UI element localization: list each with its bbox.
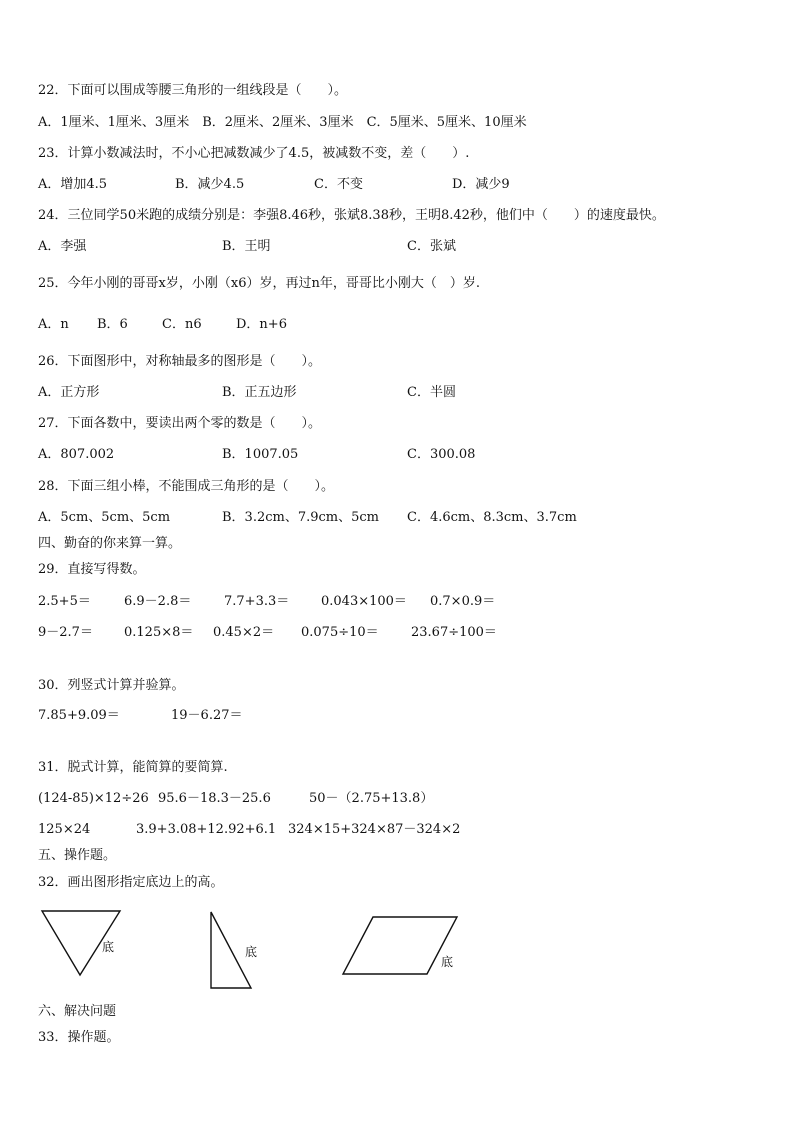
- option-c: C．半圆: [407, 385, 456, 400]
- expression: 95.6－18.3－25.6: [158, 791, 271, 806]
- question-23: 23．计算小数减法时，不小心把减数减少了4.5，被减数不变，差（ ）.: [38, 146, 470, 161]
- expression: 7.85+9.09＝: [38, 708, 120, 723]
- expression: 19－6.27＝: [171, 708, 243, 723]
- option-c: C．4.6cm、8.3cm、3.7cm: [407, 510, 577, 525]
- option-a: A．增加4.5: [38, 177, 108, 192]
- section-6-heading: 六、解决问题: [38, 1004, 117, 1019]
- question-29: 29．直接写得数。: [38, 562, 146, 577]
- expression: 324×15+324×87－324×2: [288, 822, 461, 837]
- base-label: 底: [441, 955, 454, 969]
- expression: 3.9+3.08+12.92+6.1: [136, 822, 277, 837]
- expression: 6.9－2.8＝: [124, 594, 192, 609]
- section-4-heading: 四、勤奋的你来算一算。: [38, 536, 182, 551]
- question-33: 33．操作题。: [38, 1030, 120, 1045]
- expression: 23.67÷100＝: [411, 625, 497, 640]
- option-a: A．n: [38, 317, 69, 332]
- question-26: 26．下面图形中，对称轴最多的图形是（ ）。: [38, 354, 322, 369]
- expression: 2.5+5＝: [38, 594, 91, 609]
- option-b: B．减少4.5: [175, 177, 245, 192]
- question-22-options: A．1厘米、1厘米、3厘米 B．2厘米、2厘米、3厘米 C．5厘米、5厘米、10厘米: [38, 115, 527, 130]
- expression: 9－2.7＝: [38, 625, 93, 640]
- option-a: A．正方形: [38, 385, 100, 400]
- base-label: 底: [102, 940, 115, 954]
- option-c: C．不变: [314, 177, 363, 192]
- option-c: C．张斌: [407, 239, 456, 254]
- expression: 0.075÷10＝: [301, 625, 379, 640]
- question-27: 27．下面各数中，要读出两个零的数是（ ）。: [38, 416, 322, 431]
- right-triangle-figure: [205, 908, 275, 992]
- expression: 7.7+3.3＝: [224, 594, 290, 609]
- option-b: B．王明: [222, 239, 271, 254]
- question-22: 22．下面可以围成等腰三角形的一组线段是（ ）。: [38, 83, 348, 98]
- base-label: 底: [245, 945, 258, 959]
- question-28: 28．下面三组小棒，不能围成三角形的是（ ）。: [38, 479, 335, 494]
- option-c: C．n6: [162, 317, 202, 332]
- option-b: B．1007.05: [222, 447, 299, 462]
- option-b: B．6: [97, 317, 128, 332]
- question-24: 24．三位同学50米跑的成绩分别是：李强8.46秒，张斌8.38秒，王明8.42秒，他们中（ ）的速度最快。: [38, 208, 665, 223]
- expression: 0.45×2＝: [213, 625, 275, 640]
- expression: (124-85)×12÷26: [38, 791, 149, 806]
- question-32: 32．画出图形指定底边上的高。: [38, 875, 224, 890]
- option-b: B．3.2cm、7.9cm、5cm: [222, 510, 379, 525]
- question-25: 25．今年小刚的哥哥x岁，小刚（x6）岁，再过n年，哥哥比小刚大（ ）岁.: [38, 276, 480, 291]
- expression: 0.7×0.9＝: [430, 594, 496, 609]
- option-b: B．正五边形: [222, 385, 297, 400]
- expression: 0.125×8＝: [124, 625, 194, 640]
- option-d: D．n+6: [236, 317, 287, 332]
- parallelogram-figure: [337, 912, 467, 980]
- section-5-heading: 五、操作题。: [38, 848, 117, 863]
- question-30: 30．列竖式计算并验算。: [38, 678, 185, 693]
- question-31: 31．脱式计算，能简算的要简算.: [38, 760, 228, 775]
- option-a: A．李强: [38, 239, 87, 254]
- option-a: A．5cm、5cm、5cm: [38, 510, 171, 525]
- expression: 0.043×100＝: [321, 594, 407, 609]
- expression: 125×24: [38, 822, 91, 837]
- inverted-triangle-figure: [38, 905, 138, 983]
- expression: 50－（2.75+13.8）: [309, 791, 434, 806]
- option-c: C．300.08: [407, 447, 476, 462]
- option-a: A．807.002: [38, 447, 115, 462]
- option-d: D．减少9: [452, 177, 510, 192]
